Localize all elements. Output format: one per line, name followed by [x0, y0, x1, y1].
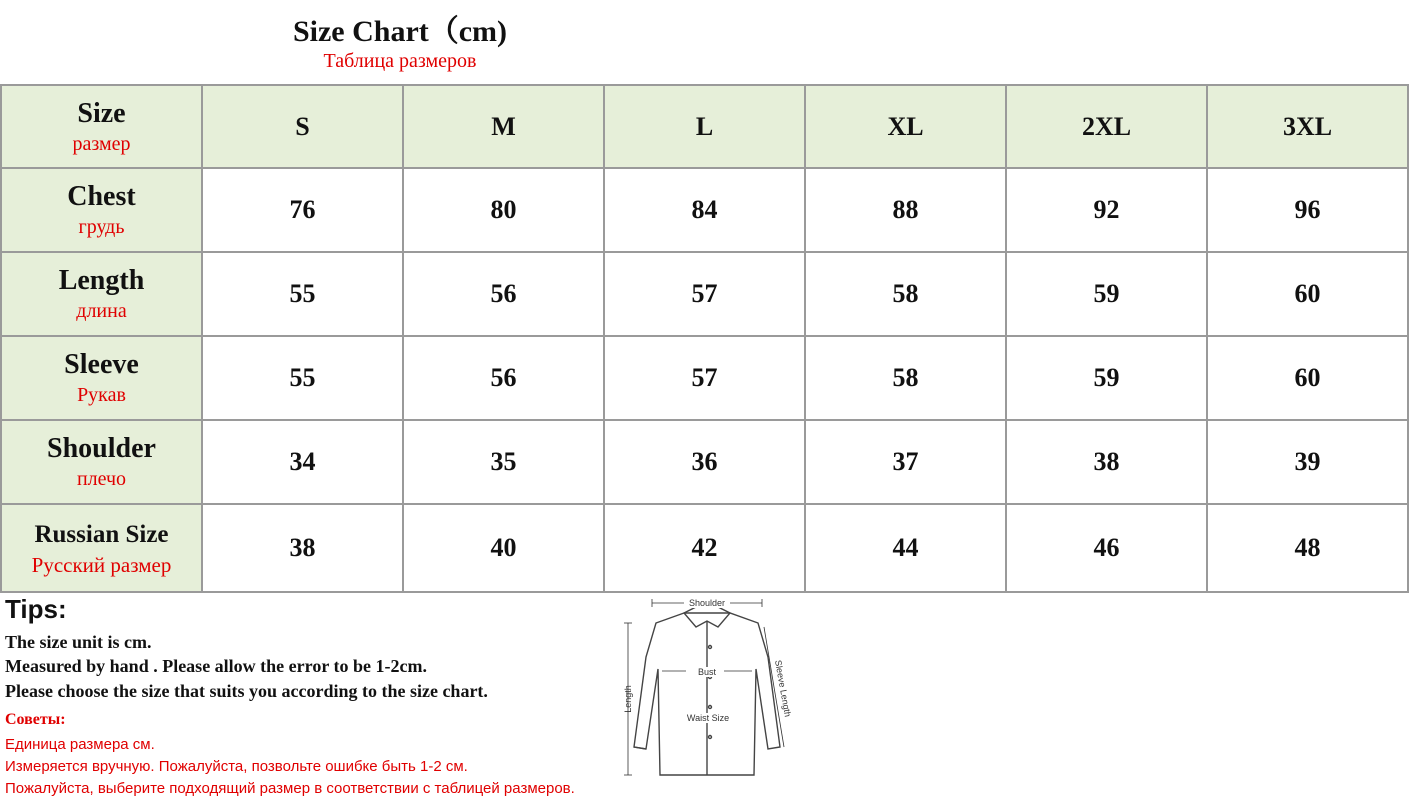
row-label-en: Shoulder	[47, 433, 156, 464]
table-cell: 58	[805, 336, 1006, 420]
table-cell: 60	[1207, 252, 1408, 336]
row-label-ru: плечо	[76, 468, 127, 490]
table-cell: 46	[1006, 504, 1207, 592]
row-label-ru: Рукав	[77, 384, 126, 406]
size-header-cell: S	[202, 85, 403, 168]
shirt-measurement-diagram	[618, 597, 796, 797]
row-header-russian-size	[1, 504, 202, 592]
table-cell: 60	[1207, 336, 1408, 420]
row-label-en: Length	[58, 265, 145, 296]
row-header-sleeve	[1, 336, 202, 420]
size-header-cell: 2XL	[1006, 85, 1207, 168]
row-header-shoulder	[1, 420, 202, 504]
table-row	[1, 420, 1408, 504]
table-cell: 55	[202, 252, 403, 336]
table-cell: 59	[1006, 336, 1207, 420]
row-header-chest	[1, 168, 202, 252]
size-table	[0, 84, 1409, 593]
table-cell: 35	[403, 420, 604, 504]
table-row	[1, 504, 1408, 592]
diagram-shoulder-label: Shoulder	[688, 598, 726, 608]
row-label-en: Russian Size	[34, 521, 169, 548]
tip-line: Please choose the size that suits you according to the size chart.	[5, 681, 488, 701]
table-cell: 59	[1006, 252, 1207, 336]
table-cell: 58	[805, 252, 1006, 336]
tips-ru-title: Советы:	[5, 711, 66, 728]
table-cell: 56	[403, 252, 604, 336]
table-cell: 96	[1207, 168, 1408, 252]
table-header-row	[1, 85, 1408, 168]
table-cell: 57	[604, 336, 805, 420]
row-header-length	[1, 252, 202, 336]
table-cell: 80	[403, 168, 604, 252]
tip-ru-line: Пожалуйста, выберите подходящий размер в соответствии с таблицей размеров.	[5, 780, 575, 797]
table-cell: 44	[805, 504, 1006, 592]
page-subtitle: Таблица размеров	[323, 50, 477, 72]
table-cell: 84	[604, 168, 805, 252]
table-cell: 42	[604, 504, 805, 592]
shirt-icon	[634, 607, 780, 775]
row-label-ru: грудь	[78, 216, 125, 238]
row-label-en: Size	[77, 97, 126, 129]
tip-ru-line: Единица размера см.	[5, 736, 155, 753]
table-cell: 76	[202, 168, 403, 252]
table-cell: 88	[805, 168, 1006, 252]
table-cell: 56	[403, 336, 604, 420]
table-row	[1, 336, 1408, 420]
size-header-cell: M	[403, 85, 604, 168]
page-title: Size Chart（cm)	[292, 15, 508, 48]
row-label-en: Sleeve	[64, 349, 139, 380]
table-cell: 92	[1006, 168, 1207, 252]
tip-ru-line: Измеряется вручную. Пожалуйста, позвольте ошибке быть 1-2 см.	[5, 758, 468, 775]
diagram-waist-label: Waist Size	[686, 713, 730, 723]
tips-title: Tips:	[5, 594, 67, 624]
table-cell: 38	[202, 504, 403, 592]
size-header-cell: XL	[805, 85, 1006, 168]
table-cell: 36	[604, 420, 805, 504]
row-label-en: Chest	[67, 181, 136, 212]
row-label-ru: длина	[76, 300, 127, 322]
tip-line: Measured by hand . Please allow the error to be 1-2cm.	[5, 656, 427, 676]
row-header-size	[1, 85, 202, 168]
table-row	[1, 168, 1408, 252]
table-cell: 55	[202, 336, 403, 420]
diagram-sleeve-label: Sleeve Length	[773, 659, 793, 718]
chart-header	[0, 0, 800, 84]
table-cell: 40	[403, 504, 604, 592]
size-header-cell: 3XL	[1207, 85, 1408, 168]
diagram-length-label: Length	[623, 685, 633, 713]
table-cell: 37	[805, 420, 1006, 504]
tip-line: The size unit is cm.	[5, 632, 152, 652]
table-cell: 39	[1207, 420, 1408, 504]
table-cell: 38	[1006, 420, 1207, 504]
size-header-cell: L	[604, 85, 805, 168]
table-cell: 34	[202, 420, 403, 504]
row-label-ru: Русский размер	[31, 553, 172, 577]
row-label-ru: размер	[72, 132, 131, 155]
table-cell: 57	[604, 252, 805, 336]
table-cell: 48	[1207, 504, 1408, 592]
diagram-bust-label: Bust	[697, 667, 717, 677]
table-row	[1, 252, 1408, 336]
